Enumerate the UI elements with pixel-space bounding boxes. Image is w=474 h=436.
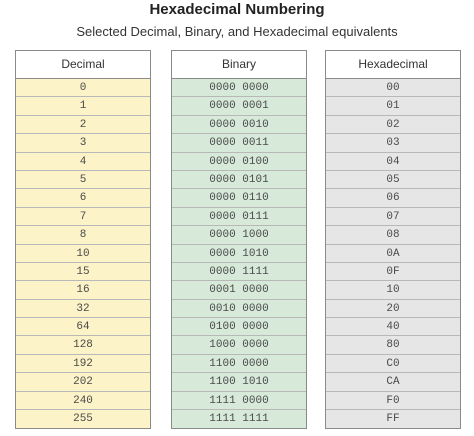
decimal-cell: 128 — [16, 336, 150, 354]
binary-cell: 0000 0101 — [172, 171, 306, 189]
binary-column — [171, 50, 307, 429]
hexadecimal-cell: 05 — [326, 171, 460, 189]
binary-cell: 0001 0000 — [172, 281, 306, 299]
decimal-cell: 15 — [16, 263, 150, 281]
binary-cell: 0000 1111 — [172, 263, 306, 281]
binary-cell: 0000 1000 — [172, 226, 306, 244]
decimal-cell: 3 — [16, 134, 150, 152]
decimal-cell: 202 — [16, 373, 150, 391]
binary-cell: 0000 0000 — [172, 79, 306, 97]
decimal-cell: 240 — [16, 392, 150, 410]
hexadecimal-cell: 04 — [326, 153, 460, 171]
binary-cell: 0000 0100 — [172, 153, 306, 171]
decimal-cell: 6 — [16, 189, 150, 207]
hexadecimal-column — [325, 50, 461, 429]
decimal-cell: 5 — [16, 171, 150, 189]
binary-cell: 0000 0010 — [172, 116, 306, 134]
page-subtitle: Selected Decimal, Binary, and Hexadecimal equivalents — [76, 24, 398, 39]
binary-cell: 0000 0001 — [172, 97, 306, 115]
hexadecimal-cell: 80 — [326, 336, 460, 354]
binary-cell: 1111 1111 — [172, 410, 306, 428]
decimal-cell: 10 — [16, 245, 150, 263]
page-title: Hexadecimal Numbering — [149, 1, 325, 18]
binary-cell: 0000 0111 — [172, 208, 306, 226]
hexadecimal-cell: CA — [326, 373, 460, 391]
hexadecimal-cell: 0A — [326, 245, 460, 263]
decimal-column-header: Decimal — [16, 51, 150, 79]
binary-cell: 0000 0110 — [172, 189, 306, 207]
decimal-cells — [16, 79, 150, 428]
binary-cell: 0000 1010 — [172, 245, 306, 263]
hexadecimal-cell: 03 — [326, 134, 460, 152]
decimal-cell: 7 — [16, 208, 150, 226]
binary-column-header: Binary — [172, 51, 306, 79]
hexadecimal-cell: 40 — [326, 318, 460, 336]
decimal-cell: 192 — [16, 355, 150, 373]
binary-cell: 1000 0000 — [172, 336, 306, 354]
hexadecimal-cell: 0F — [326, 263, 460, 281]
hexadecimal-cell: 10 — [326, 281, 460, 299]
decimal-cell: 255 — [16, 410, 150, 428]
hexadecimal-cells — [326, 79, 460, 428]
decimal-cell: 0 — [16, 79, 150, 97]
decimal-cell: 2 — [16, 116, 150, 134]
hexadecimal-cell: 08 — [326, 226, 460, 244]
hexadecimal-cell: 00 — [326, 79, 460, 97]
decimal-cell: 32 — [16, 300, 150, 318]
decimal-cell: 1 — [16, 97, 150, 115]
decimal-column — [15, 50, 151, 429]
hexadecimal-cell: 02 — [326, 116, 460, 134]
binary-cell: 0000 0011 — [172, 134, 306, 152]
hexadecimal-cell: F0 — [326, 392, 460, 410]
decimal-cell: 64 — [16, 318, 150, 336]
binary-cell: 0100 0000 — [172, 318, 306, 336]
decimal-cell: 4 — [16, 153, 150, 171]
binary-cell: 1111 0000 — [172, 392, 306, 410]
decimal-cell: 8 — [16, 226, 150, 244]
hexadecimal-cell: 01 — [326, 97, 460, 115]
hexadecimal-cell: 06 — [326, 189, 460, 207]
binary-cells — [172, 79, 306, 428]
hexadecimal-column-header: Hexadecimal — [326, 51, 460, 79]
decimal-cell: 16 — [16, 281, 150, 299]
hexadecimal-cell: C0 — [326, 355, 460, 373]
binary-cell: 0010 0000 — [172, 300, 306, 318]
binary-cell: 1100 1010 — [172, 373, 306, 391]
hexadecimal-cell: 20 — [326, 300, 460, 318]
binary-cell: 1100 0000 — [172, 355, 306, 373]
hexadecimal-cell: 07 — [326, 208, 460, 226]
hexadecimal-cell: FF — [326, 410, 460, 428]
